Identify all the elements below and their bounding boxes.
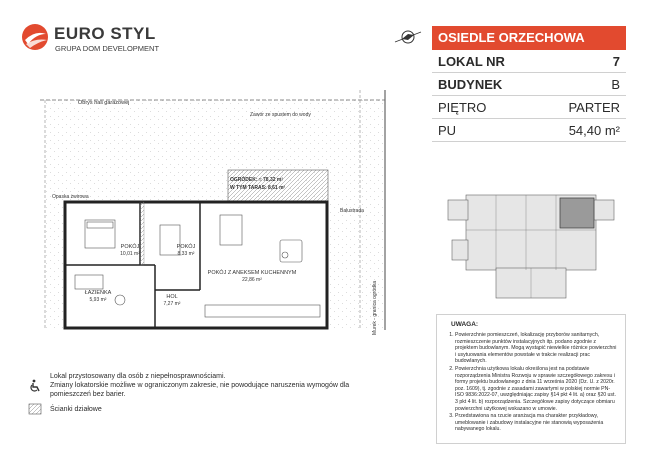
- brand-logo-icon: [20, 22, 50, 52]
- brand-name: EURO STYL: [54, 24, 156, 43]
- hatch-pattern-icon: [28, 402, 42, 416]
- room-area: 5,93 m²: [89, 297, 107, 303]
- note-item: 3. Przedstawiona na rzucie aranżacja ma charakter przykładowy, umeblowanie i zabudowy instalacyjne nie stanowią wyposażenia nabywanego lokalu.: [455, 413, 619, 433]
- label-balustrade: Balustrada: [340, 208, 364, 214]
- notes-box: [436, 314, 626, 444]
- label-wall: Murek - granica ogródka: [372, 280, 378, 335]
- note-item: 1. Powierzchnie pomieszczeń, lokalizację przyborów sanitarnych, rozmieszczenie punktów instalacyjnych itp. podano zgodnie z projektem budowlanym. Mogą wystąpić niewielkie różnice powierzchni i usytuowania elementów powstałe w trakcie realizacji prac budowlanych.: [455, 332, 619, 365]
- label-garden-area: OGRÓDEK: ≈ 78,32 m²: [230, 177, 284, 183]
- room-area: 7,27 m²: [163, 301, 181, 307]
- room-name: HOL: [166, 294, 178, 300]
- key-plan: [436, 180, 626, 310]
- notes-title: UWAGA:: [451, 321, 479, 328]
- selected-unit-highlight: [560, 198, 594, 228]
- wheelchair-icon: [28, 379, 42, 393]
- floor-plan: [40, 90, 410, 340]
- label-garage-outline: Obrys hali garażowej: [78, 100, 130, 106]
- info-panel: [432, 26, 626, 142]
- legend-accessibility: Lokal przystosowany dla osób z niepełnosprawnościami. Zmiany lokatorskie możliwe w ograniczonym zakresie, nie powodujące naruszenia wymogów dla pomieszczeń bez barier.: [28, 372, 388, 399]
- room-area: 10,01 m²: [120, 251, 140, 257]
- info-row-area: PU 54,40 m²: [432, 119, 626, 142]
- room-name: POKÓJ Z ANEKSEM KUCHENNYM: [207, 270, 297, 276]
- info-row-unit: LOKAL NR 7: [432, 50, 626, 73]
- label-gravel: Opaska żwirowa: [52, 194, 89, 200]
- notes-list: [443, 332, 619, 433]
- compass-icon: [393, 22, 423, 52]
- estate-title: OSIEDLE ORZECHOWA: [432, 26, 626, 50]
- info-row-building: BUDYNEK B: [432, 73, 626, 96]
- brand-tagline: GRUPA DOM DEVELOPMENT: [55, 44, 160, 53]
- room-name: POKÓJ: [176, 244, 196, 250]
- room-name: ŁAZIENKA: [84, 290, 112, 296]
- room-name: POKÓJ: [120, 244, 140, 250]
- info-row-floor: PIĘTRO PARTER: [432, 96, 626, 119]
- label-fence: Zawór ze spustem do wody: [250, 112, 311, 118]
- note-item: 2. Powierzchnia użytkowa lokalu określona jest na podstawie rozporządzenia Ministra Rozwoju w sprawie szczegółowego zakresu i formy projektu budowlanego z dnia 11 września 2020 (Dz. U. z 2020r. poz. 1609), tj. zgodnie z zasadami zawartymi w polskiej normie PN-ISO 9836:2022-07, uwzględniając zapisy §14 pkt 4 lit. a) oraz §20 ust. 3 pkt 4 lit. b) rozporządzenia. Szczegółowe zapisy dotyczące obmiaru powierzchni użytkowej wskazano w umowie.: [455, 366, 619, 412]
- brand-logo: [20, 22, 180, 62]
- room-area: 22,86 m²: [242, 277, 262, 283]
- legend-partition: Ścianki działowe: [28, 402, 388, 416]
- room-area: 8,33 m²: [177, 251, 195, 257]
- legend: [28, 372, 388, 419]
- label-terrace-area: W TYM TARAS: 8,61 m²: [230, 185, 286, 191]
